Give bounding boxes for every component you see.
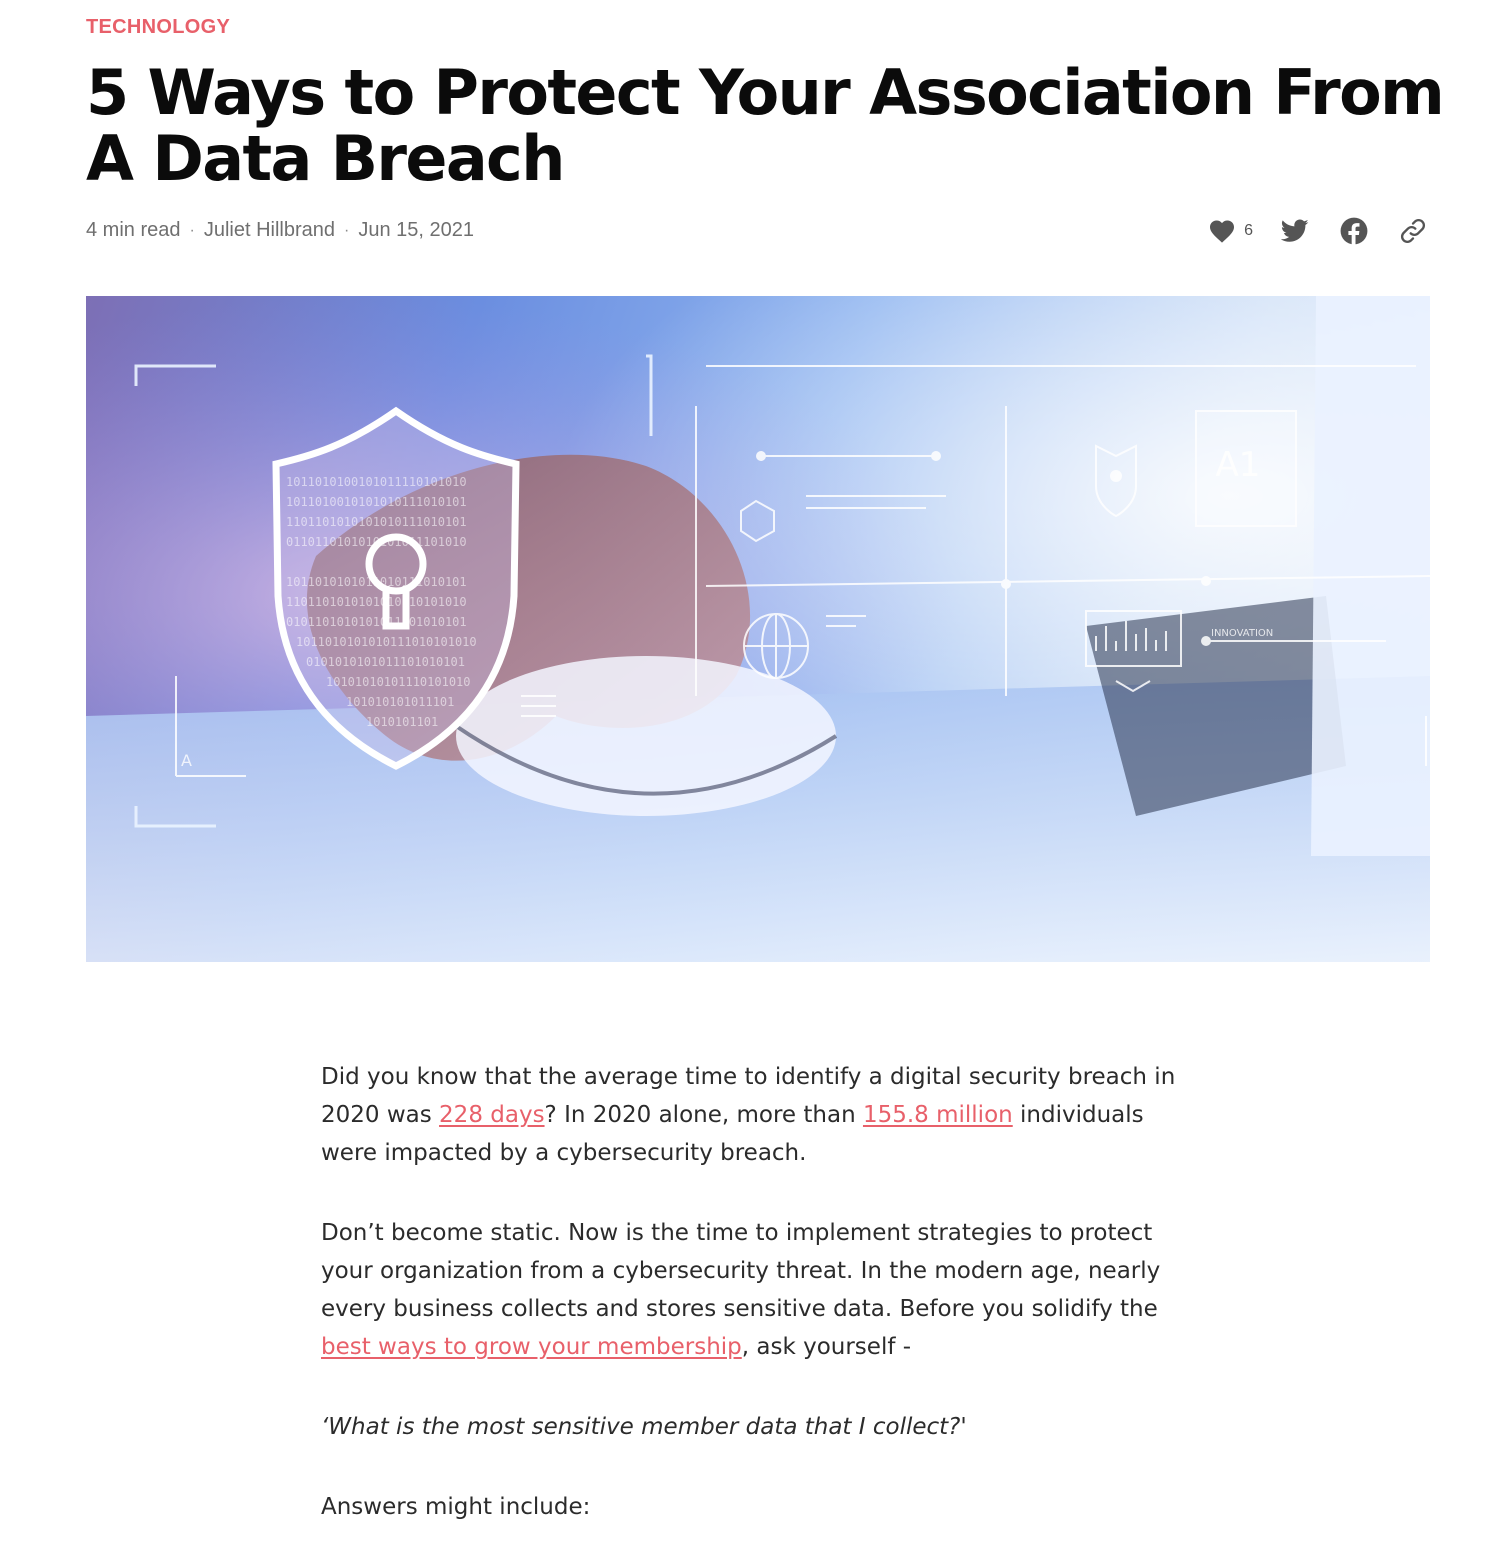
category-link[interactable]: TECHNOLOGY bbox=[86, 16, 231, 38]
svg-text:0101101010101011101010101: 0101101010101011101010101 bbox=[286, 615, 467, 629]
like-count: 6 bbox=[1244, 222, 1253, 239]
read-time: 4 min read bbox=[86, 219, 181, 241]
article-meta bbox=[86, 219, 474, 242]
twitter-icon bbox=[1281, 219, 1309, 243]
svg-text:101010101011101: 101010101011101 bbox=[346, 695, 455, 709]
cybersecurity-illustration bbox=[86, 296, 1430, 962]
article-body bbox=[321, 1058, 1201, 1568]
svg-text:1011010101011010111010101: 1011010101011010111010101 bbox=[286, 575, 467, 589]
paragraph-text: ? In 2020 alone, more than bbox=[544, 1102, 863, 1128]
svg-text:0101010101011101010101: 0101010101011101010101 bbox=[306, 655, 465, 669]
paragraph-question: ‘What is the most sensitive member data that I collect?' bbox=[321, 1414, 967, 1440]
share-twitter-button[interactable] bbox=[1278, 214, 1312, 248]
share-bar bbox=[1208, 214, 1430, 248]
heart-icon bbox=[1208, 218, 1236, 244]
article-title: 5 Ways to Protect Your Association From A Data Breach bbox=[86, 56, 1444, 195]
svg-text:1101101010101010111010101: 1101101010101010111010101 bbox=[286, 515, 467, 529]
paragraph-text: Don’t become static. Now is the time to implement strategies to protect your organization from a cybersecurity threat. In the modern age, nearly every business collects and stores sensitive data. Before you solidify the bbox=[321, 1220, 1161, 1322]
meta-separator: · bbox=[189, 221, 195, 239]
share-facebook-button[interactable] bbox=[1337, 214, 1371, 248]
svg-text:1010101101: 1010101101 bbox=[366, 715, 439, 729]
hero-label-a: A bbox=[181, 751, 192, 770]
svg-text:1011010010101010111010101: 1011010010101010111010101 bbox=[286, 495, 467, 509]
author-link[interactable]: Juliet Hillbrand bbox=[203, 219, 335, 241]
like-button[interactable] bbox=[1208, 218, 1253, 244]
copy-link-button[interactable] bbox=[1396, 214, 1430, 248]
facebook-icon bbox=[1340, 217, 1368, 245]
svg-text:1011010100101011110101010: 1011010100101011110101010 bbox=[286, 475, 467, 489]
paragraph-intro bbox=[321, 1058, 1201, 1172]
svg-text:1011010101010111010101010: 1011010101010111010101010 bbox=[296, 635, 477, 649]
hero-image bbox=[86, 296, 1430, 962]
link-icon bbox=[1399, 217, 1427, 245]
paragraph-static bbox=[321, 1214, 1201, 1366]
meta-separator: · bbox=[344, 221, 350, 239]
svg-text:10101010101110101010: 10101010101110101010 bbox=[326, 675, 471, 689]
hero-label-innovation: INNOVATION bbox=[1211, 628, 1274, 639]
link-228-days[interactable]: 228 days bbox=[439, 1102, 545, 1128]
paragraph-answers: Answers might include: bbox=[321, 1494, 591, 1520]
publish-date: Jun 15, 2021 bbox=[358, 219, 474, 241]
svg-text:1101101010101010110101010: 1101101010101010110101010 bbox=[286, 595, 467, 609]
paragraph-text: individuals were impacted by a cybersecurity breach. bbox=[321, 1102, 1144, 1166]
link-155-million[interactable]: 155.8 million bbox=[862, 1102, 1013, 1128]
link-grow-membership[interactable]: best ways to grow your membership bbox=[321, 1334, 742, 1360]
paragraph-text: , ask yourself - bbox=[741, 1334, 912, 1360]
paragraph-text: Did you know that the average time to identify a digital security breach in 2020 was bbox=[321, 1064, 1176, 1128]
hero-label-a1: A1 bbox=[1215, 445, 1261, 485]
svg-text:0110110101010101011101010: 0110110101010101011101010 bbox=[286, 535, 467, 549]
